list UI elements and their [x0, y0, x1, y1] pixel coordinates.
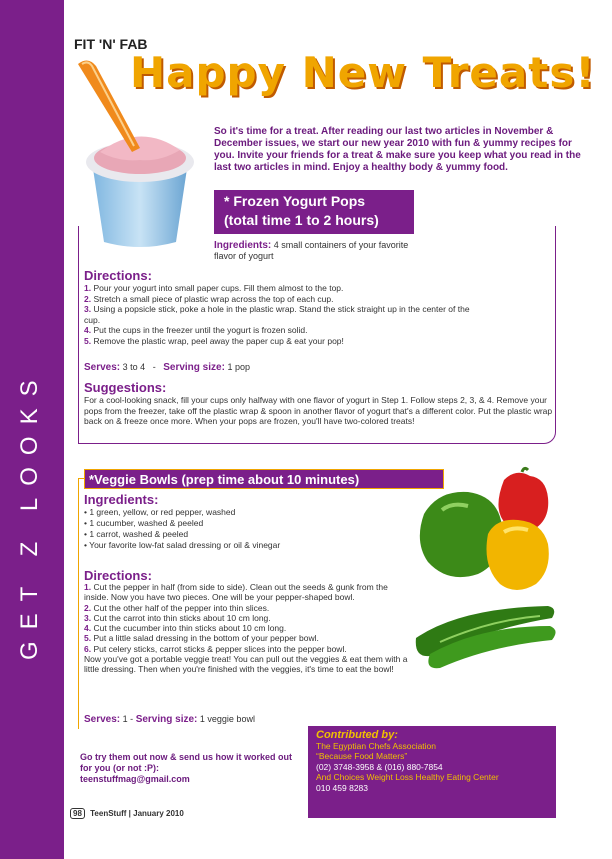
- serving-size-value: 1 pop: [227, 362, 250, 372]
- org1-tagline: “Because Food Matters”: [316, 751, 408, 761]
- org1-name: The Egyptian Chefs Association: [316, 740, 437, 751]
- list-item: 4. Put the cups in the freezer until the yogurt is frozen solid.: [84, 325, 308, 335]
- list-item: 3. Using a popsicle stick, poke a hole in the plastic wrap. Stand the stick straight up in the center of the cup.: [84, 304, 470, 325]
- list-item: 5. Remove the plastic wrap, peel away the paper cup & eat your pop!: [84, 335, 344, 346]
- recipe1-ingredients-label: Ingredients:: [214, 240, 272, 251]
- recipe2-closing: Now you've got a portable veggie treat! You can pull out the veggies & eat them with a little dressing. Then when you're finished with the veggies, it's time to eat the bowl!: [84, 654, 408, 675]
- recipe1-directions-heading: Directions:: [84, 268, 152, 283]
- recipe1-suggestions-heading: Suggestions:: [84, 380, 167, 395]
- recipe1-title-line1: * Frozen Yogurt Pops: [224, 193, 366, 209]
- contributed-box: [308, 726, 556, 818]
- list-item: 1. Cut the pepper in half (from side to side). Clean out the seeds & gunk from the inside. Now you have two pieces. One will be your pepper-shaped bowl.: [84, 582, 388, 603]
- list-item: • 1 green, yellow, or red pepper, washed: [84, 507, 236, 517]
- footer-text: TeenStuff | January 2010: [90, 809, 184, 818]
- serves-value: 3 to 4: [122, 362, 146, 372]
- org2-phone: 010 459 8283: [316, 782, 368, 793]
- list-item: 2. Cut the other half of the pepper into thin slices.: [84, 602, 270, 613]
- serves-label: Serves:: [84, 714, 121, 725]
- intro-text: So it's time for a treat. After reading our last two articles in November & December issues, we start our new year 2010 with fun & yummy recipes for you. Invite your friends for a treat & make sure you keep what you read in the last two articles in mind. Enjoy a healthy body & yummy food.: [214, 126, 581, 173]
- list-item: • Your favorite low-fat salad dressing or oil & vinegar: [84, 540, 281, 550]
- recipe1-suggestions: For a cool-looking snack, fill your cups only halfway with one flavor of yogurt in Step 1. Follow steps 2, 3, & 4. Remove your pops from the freezer, take off the plastic wrap & spoon in another flavor of yogurt that's a different color. Put the plastic wrap back on & freeze once more. When your pops are frozen, you'll have two-colored treats!: [84, 395, 553, 426]
- try-it-text: Go try them out now & send us how it worked out for you (or not :P):: [80, 752, 293, 773]
- page-title: Happy New Treats!: [130, 48, 596, 97]
- recipe1-title-line2: (total time 1 to 2 hours): [224, 212, 379, 228]
- recipe1-serves: [84, 362, 250, 373]
- cucumbers-image: [410, 598, 560, 670]
- recipe2-title-bar: *Veggie Bowls (prep time about 10 minutes): [84, 469, 444, 489]
- serves-value: 1 -: [122, 714, 134, 724]
- recipe1-ingredients-text: 4 small containers of your favorite flavor of yogurt: [214, 240, 409, 261]
- recipe1-title-bar: [214, 190, 414, 234]
- contributed-heading: Contributed by:: [316, 729, 398, 741]
- org1-phone: (02) 3748-3958 & (016) 880-7854: [316, 761, 443, 772]
- sidebar: [0, 0, 64, 859]
- recipe2-directions-heading: Directions:: [84, 568, 152, 583]
- list-item: 4. Cut the cucumber into thin sticks about 10 cm long.: [84, 623, 287, 634]
- org2-name: And Choices Weight Loss Healthy Eating Center: [316, 772, 499, 782]
- recipe1-directions: [84, 283, 484, 346]
- page-footer: [70, 808, 184, 819]
- list-item: • 1 carrot, washed & peeled: [84, 529, 189, 539]
- list-item: 2. Stretch a small piece of plastic wrap across the top of each cup.: [84, 293, 334, 304]
- recipe2-directions: [84, 582, 414, 675]
- serving-size-value: 1 veggie bowl: [199, 714, 255, 724]
- list-item: 3. Cut the carrot into thin sticks about 10 cm long.: [84, 612, 271, 623]
- serves-sep: -: [152, 362, 156, 372]
- try-it-callout: [80, 752, 300, 785]
- sidebar-text-wrap: [16, 240, 50, 660]
- list-item: 1. Pour your yogurt into small paper cups. Fill them almost to the top.: [84, 283, 344, 293]
- recipe2-ingredients-heading: Ingredients:: [84, 492, 159, 507]
- sidebar-title: GET Z LOOKS: [16, 368, 43, 660]
- list-item: • 1 cucumber, washed & peeled: [84, 518, 204, 528]
- recipe2-ingredients: [84, 507, 384, 551]
- peppers-image: [412, 466, 562, 598]
- serving-size-label: Serving size:: [135, 714, 198, 725]
- section-label: FIT 'N' FAB: [74, 36, 148, 52]
- serves-label: Serves:: [84, 362, 121, 373]
- contact-email: teenstuffmag@gmail.com: [80, 774, 190, 784]
- serving-size-label: Serving size:: [163, 362, 225, 373]
- recipe2-serves: [84, 714, 255, 725]
- page-number: 98: [70, 808, 85, 819]
- list-item: 5. Put a little salad dressing in the bottom of your pepper bowl.: [84, 633, 319, 644]
- list-item: 6. Put celery sticks, carrot sticks & pepper slices into the pepper bowl.: [84, 643, 347, 654]
- recipe1-ingredients: [214, 240, 414, 262]
